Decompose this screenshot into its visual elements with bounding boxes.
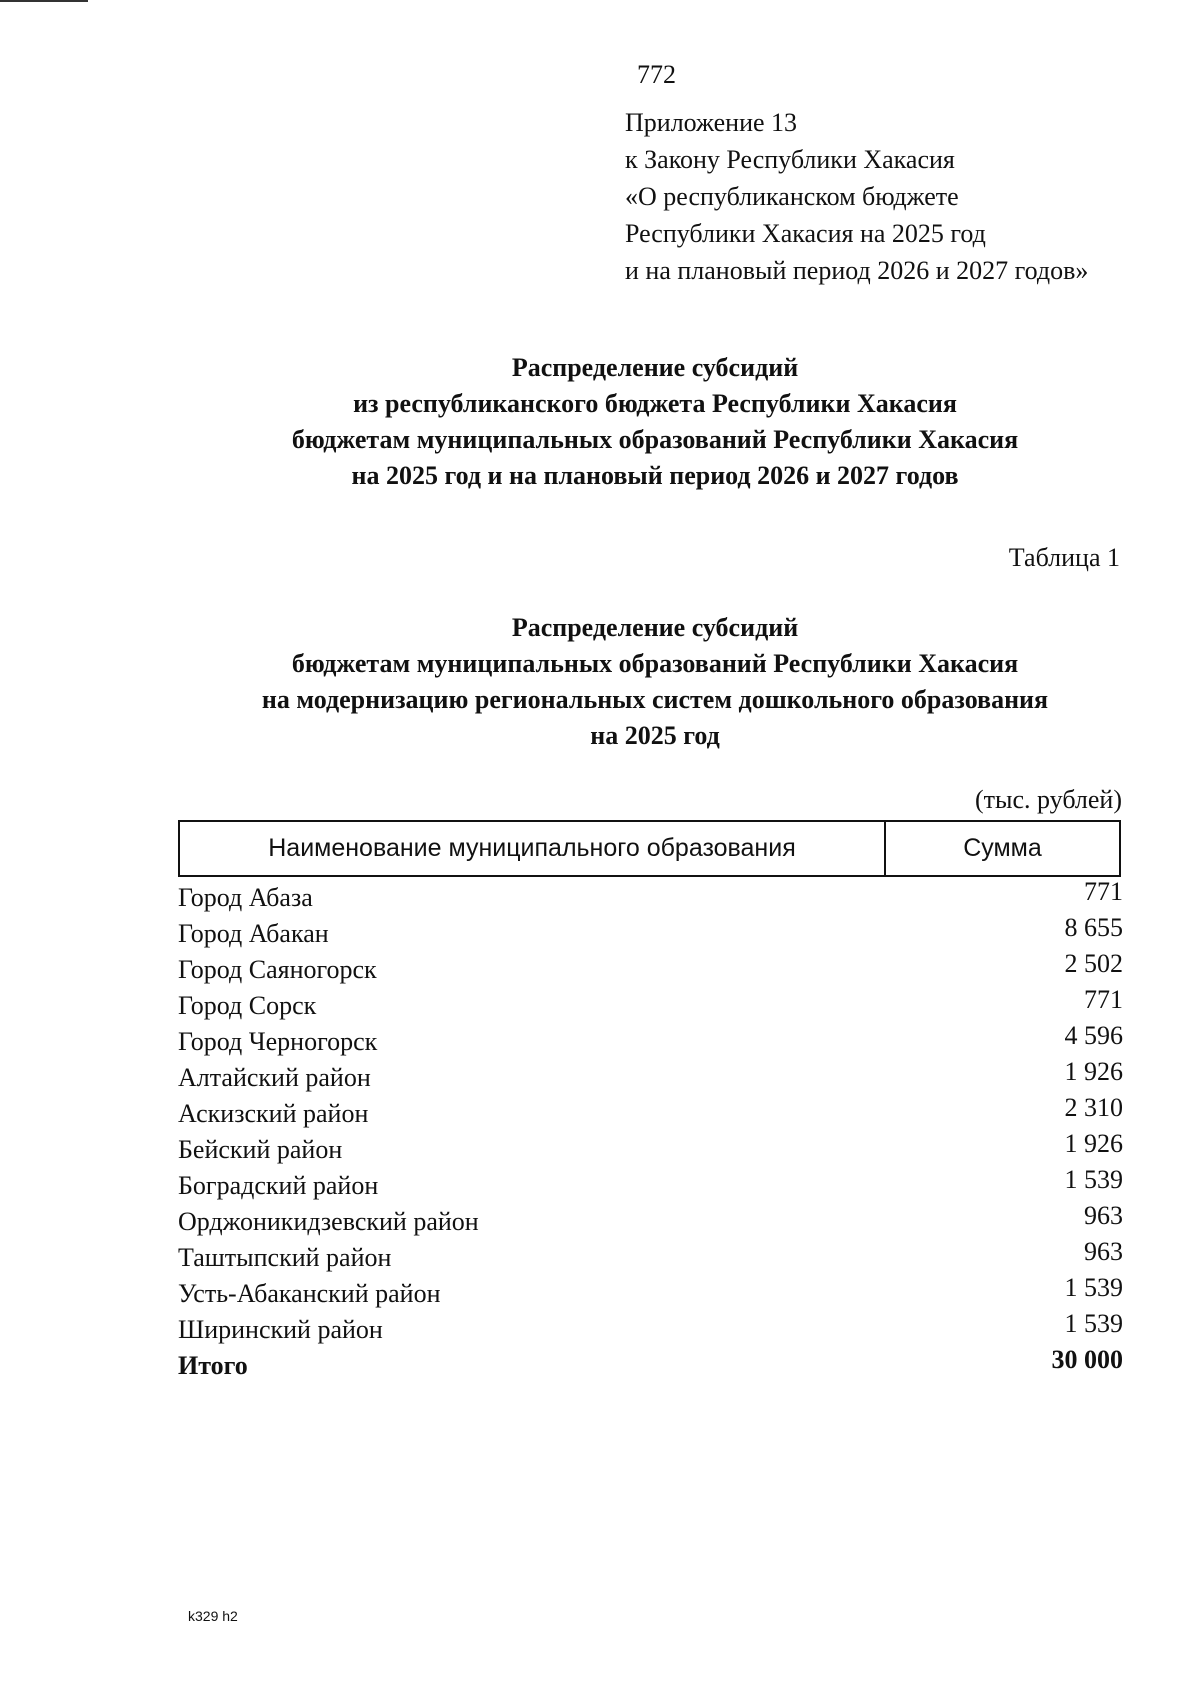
- table-label: Таблица 1: [1008, 543, 1120, 572]
- table-title: [0, 610, 1200, 754]
- table-row: [178, 1273, 1123, 1312]
- table-body: [178, 877, 1123, 1384]
- appendix-reference: [625, 104, 1088, 289]
- row-name: Бейский район: [178, 1135, 343, 1164]
- main-title: [0, 350, 1200, 494]
- table-row: [178, 1165, 1123, 1204]
- table-row: [178, 985, 1123, 1024]
- table-row: [178, 1201, 1123, 1240]
- table-title-line: на модернизацию региональных систем дошкольного образования: [261, 685, 1049, 714]
- table-row: [178, 913, 1123, 952]
- page-number: 772: [637, 60, 676, 89]
- total-label: Итого: [178, 1351, 248, 1380]
- scan-corner-line: [0, 0, 88, 2]
- appendix-line: Приложение 13: [625, 108, 798, 137]
- table-row: [178, 1129, 1123, 1168]
- total-value: 30 000: [1051, 1345, 1123, 1374]
- appendix-line: и на плановый период 2026 и 2027 годов»: [625, 256, 1089, 285]
- row-value: 963: [1084, 1237, 1123, 1266]
- units-label: (тыс. рублей): [974, 785, 1122, 814]
- table-row: [178, 1093, 1123, 1132]
- table-row: [178, 1057, 1123, 1096]
- row-value: 8 655: [1064, 913, 1123, 942]
- table-title-line: Распределение субсидий: [511, 613, 799, 642]
- table-header: [178, 820, 1121, 877]
- row-value: 2 502: [1064, 949, 1123, 978]
- row-value: 1 539: [1064, 1273, 1123, 1302]
- table-row: [178, 1237, 1123, 1276]
- row-name: Город Сорск: [178, 991, 317, 1020]
- row-name: Город Черногорск: [178, 1027, 378, 1056]
- row-name: Таштыпский район: [178, 1243, 392, 1272]
- table-total-row: [178, 1345, 1123, 1384]
- row-name: Алтайский район: [178, 1063, 371, 1092]
- main-title-line: на 2025 год и на плановый период 2026 и 2027 годов: [351, 461, 959, 490]
- table-title-line: бюджетам муниципальных образований Республики Хакасия: [291, 649, 1019, 678]
- appendix-line: «О республиканском бюджете: [625, 182, 959, 211]
- row-name: Усть-Абаканский район: [178, 1279, 441, 1308]
- row-value: 1 539: [1064, 1165, 1123, 1194]
- footer-code: k329 h2: [188, 1608, 238, 1624]
- row-name: Город Саяногорск: [178, 955, 377, 984]
- table-row: [178, 1309, 1123, 1348]
- appendix-line: Республики Хакасия на 2025 год: [625, 219, 986, 248]
- row-value: 1 926: [1064, 1057, 1123, 1086]
- main-title-line: из республиканского бюджета Республики Хакасия: [353, 389, 957, 418]
- header-name-column: Наименование муниципального образования: [180, 822, 886, 875]
- row-name: Орджоникидзевский район: [178, 1207, 479, 1236]
- header-sum-column: Сумма: [963, 834, 1042, 862]
- row-value: 963: [1084, 1201, 1123, 1230]
- appendix-line: к Закону Республики Хакасия: [625, 145, 955, 174]
- row-value: 2 310: [1064, 1093, 1123, 1122]
- row-name: Город Абакан: [178, 919, 329, 948]
- row-name: Город Абаза: [178, 883, 313, 912]
- table-row: [178, 1021, 1123, 1060]
- row-value: 1 539: [1064, 1309, 1123, 1338]
- row-value: 4 596: [1064, 1021, 1123, 1050]
- row-name: Боградский район: [178, 1171, 379, 1200]
- row-value: 771: [1084, 877, 1123, 906]
- main-title-line: Распределение субсидий: [511, 353, 799, 382]
- table-row: [178, 949, 1123, 988]
- table-title-line: на 2025 год: [590, 721, 720, 750]
- table-row: [178, 877, 1123, 916]
- row-value: 1 926: [1064, 1129, 1123, 1158]
- row-name: Ширинский район: [178, 1315, 383, 1344]
- row-name: Аскизский район: [178, 1099, 369, 1128]
- main-title-line: бюджетам муниципальных образований Республики Хакасия: [291, 425, 1019, 454]
- row-value: 771: [1084, 985, 1123, 1014]
